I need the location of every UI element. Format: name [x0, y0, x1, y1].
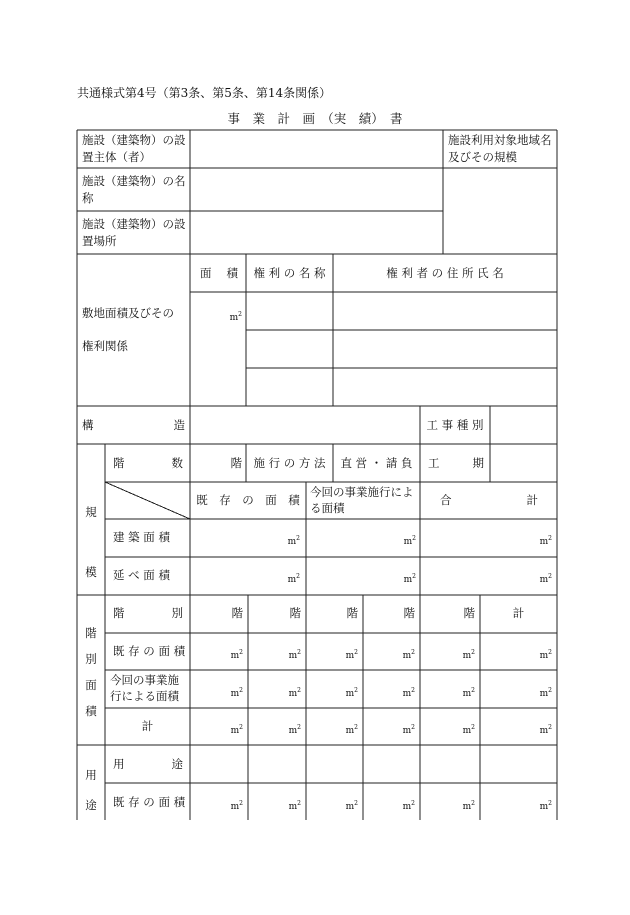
- unit-m2: $m^2$: [462, 724, 475, 736]
- label-construction-method: 施 行 の 方 法: [253, 456, 326, 470]
- unit-m2: $m^2$: [539, 724, 552, 736]
- unit-m2: $m^2$: [539, 687, 552, 699]
- label-scale: 規 模: [85, 505, 97, 579]
- label-rights-relation: 権利関係: [82, 339, 128, 353]
- label-existing-area-row: 既 存 の 面 積: [113, 644, 186, 658]
- label-floor-total-area: 延 べ 面 積: [113, 568, 170, 582]
- unit-m2: $m^2$: [402, 724, 415, 736]
- label-purpose: 用 途: [113, 757, 183, 771]
- site-area-unit: $m^2$: [229, 311, 242, 323]
- unit-m2: $m^2$: [287, 535, 300, 547]
- label-existing-area-usage: 既 存 の 面 積: [113, 795, 186, 809]
- col-area-header: 面 積: [200, 266, 238, 280]
- unit-m2: $m^2$: [288, 687, 301, 699]
- form-title: 事 業 計 画 （実 績） 書: [227, 111, 403, 126]
- unit-m2: $m^2$: [403, 573, 416, 585]
- unit-m2: $m^2$: [462, 800, 475, 812]
- floor-col-1: 階: [231, 606, 243, 620]
- label-direct-contract: 直 営 ・ 請 負: [340, 456, 413, 470]
- unit-m2: $m^2$: [345, 687, 358, 699]
- label-setting-subject: 施設（建築物）の設置主体（者）: [82, 133, 186, 164]
- unit-m2: $m^2$: [402, 800, 415, 812]
- floor-col-5: 階: [463, 606, 475, 620]
- unit-m2: $m^2$: [288, 724, 301, 736]
- label-site-area: 敷地面積及びその: [82, 306, 174, 320]
- label-floor-by: 階 別: [113, 606, 183, 620]
- unit-m2: $m^2$: [462, 687, 475, 699]
- unit-m2: $m^2$: [539, 535, 552, 547]
- col-existing-area: 既 存 の 面 積: [196, 493, 300, 507]
- unit-m2: $m^2$: [402, 687, 415, 699]
- label-floors: 階 数: [113, 456, 183, 470]
- label-work-kind: 工 事 種 別: [426, 418, 484, 432]
- label-building-area: 建 築 面 積: [113, 530, 170, 544]
- label-facility-name: 施設（建築物）の名称: [82, 174, 186, 205]
- label-per-floor-area: 階 別 面 積: [85, 626, 97, 718]
- label-usage: 用 途: [85, 768, 97, 812]
- unit-m2: $m^2$: [230, 724, 243, 736]
- col-right-holder: 権 利 者 の 住 所 氏 名: [386, 266, 504, 280]
- unit-m2: $m^2$: [345, 724, 358, 736]
- form-number: 共通様式第4号（第3条、第5条、第14条関係）: [77, 86, 332, 100]
- label-work-period: 工 期: [428, 456, 484, 470]
- label-structure: 構 造: [82, 418, 185, 432]
- label-facility-place: 施設（建築物）の設置場所: [82, 217, 186, 248]
- floors-unit: 階: [230, 456, 242, 470]
- floor-col-total: 計: [512, 606, 525, 620]
- unit-m2: $m^2$: [345, 800, 358, 812]
- unit-m2: $m^2$: [230, 649, 243, 661]
- unit-m2: $m^2$: [288, 649, 301, 661]
- unit-m2: $m^2$: [539, 573, 552, 585]
- unit-m2: $m^2$: [539, 800, 552, 812]
- unit-m2: $m^2$: [539, 649, 552, 661]
- label-usage-area: 施設利用対象地域名及びその規模: [448, 133, 552, 164]
- unit-m2: $m^2$: [345, 649, 358, 661]
- floor-col-3: 階: [346, 606, 358, 620]
- unit-m2: $m^2$: [462, 649, 475, 661]
- col-right-name: 権 利 の 名 称: [253, 266, 326, 280]
- floor-col-2: 階: [289, 606, 301, 620]
- unit-m2: $m^2$: [402, 649, 415, 661]
- label-sum-row: 計: [141, 719, 154, 733]
- floor-col-4: 階: [403, 606, 415, 620]
- label-this-project-row: 今回の事業施行による面積: [110, 673, 179, 703]
- unit-m2: $m^2$: [403, 535, 416, 547]
- col-total: 合 計: [440, 493, 538, 507]
- unit-m2: $m^2$: [230, 800, 243, 812]
- unit-m2: $m^2$: [288, 800, 301, 812]
- unit-m2: $m^2$: [230, 687, 243, 699]
- unit-m2: $m^2$: [287, 573, 300, 585]
- col-this-project-area: 今回の事業施行による面積: [310, 485, 414, 515]
